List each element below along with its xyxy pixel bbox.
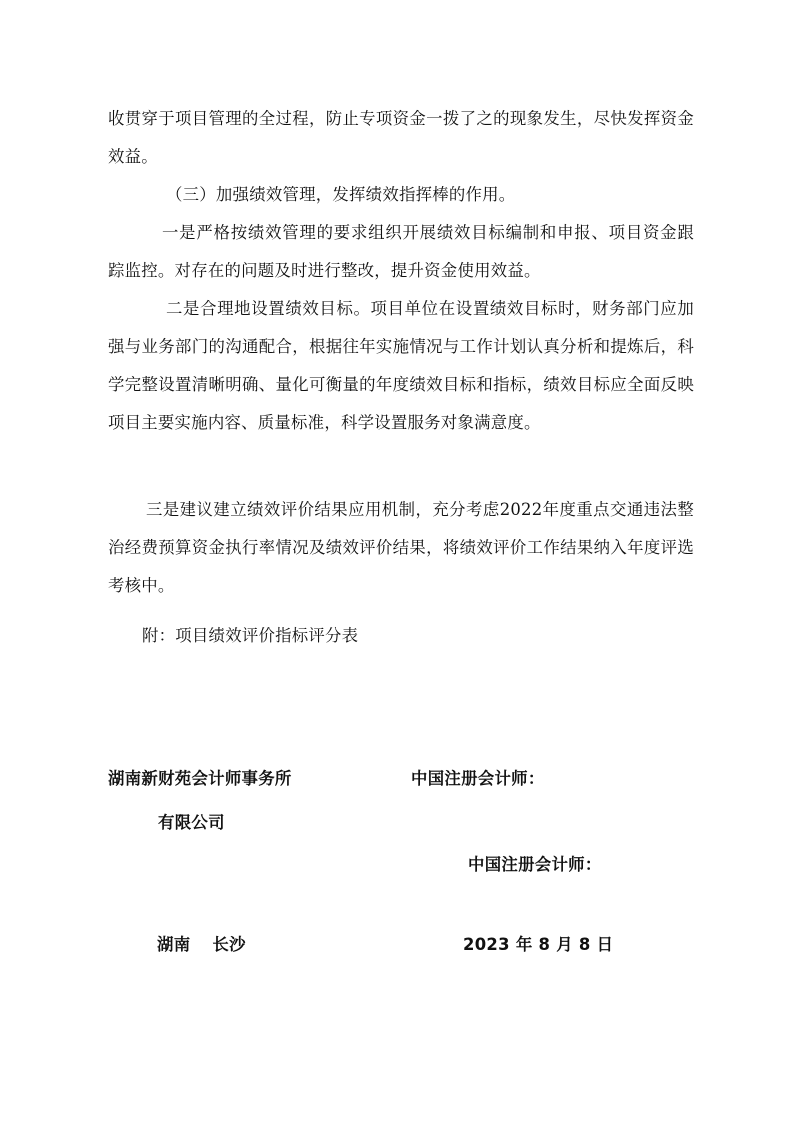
cpa-signature-label-1: 中国注册会计师： — [411, 769, 545, 788]
paragraph-point-three: 三是建议建立绩效评价结果应用机制，充分考虑2022年度重点交通违法整治经费预算资金执行率情况及绩效评价结果，将绩效评价工作结果纳入年度评选考核中。 — [108, 500, 694, 595]
paragraph-fund-management-continued: 收贯穿于项目管理的全过程，防止专项资金一拨了之的现象发生，尽快发挥资金效益。 — [108, 109, 694, 166]
section-heading-performance-management: （三）加强绩效管理，发挥绩效指挥棒的作用。 — [166, 185, 516, 204]
attachment-note: 附：项目绩效评价指标评分表 — [142, 626, 359, 645]
paragraph-point-one: 一是严格按绩效管理的要求组织开展绩效目标编制和申报、项目资金跟踪监控。对存在的问题及时进行整改，提升资金使用效益。 — [108, 223, 694, 280]
firm-name-line-1: 湖南新财苑会计师事务所 — [108, 769, 292, 788]
signing-date: 2023 年 8 月 8 日 — [463, 935, 614, 954]
paragraph-point-two: 二是合理地设置绩效目标。项目单位在设置绩效目标时，财务部门应加强与业务部门的沟通配合，根据往年实施情况与工作计划认真分析和提炼后，科学完整设置清晰明确、量化可衡量的年度绩效目标和指标，绩效目标应全面反映项目主要实施内容、质量标准，科学设置服务对象满意度。 — [108, 299, 694, 432]
place-city: 长沙 — [212, 935, 246, 954]
cpa-signature-label-2: 中国注册会计师： — [468, 855, 602, 874]
place-province: 湖南 — [157, 935, 191, 954]
signing-place — [157, 935, 246, 955]
firm-name-line-2: 有限公司 — [158, 813, 225, 832]
